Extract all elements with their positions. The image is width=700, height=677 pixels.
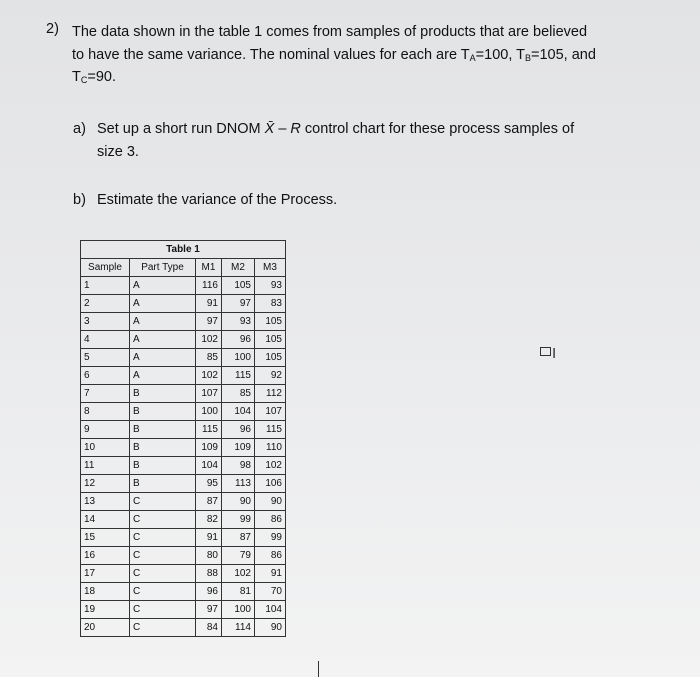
subscript-a: A xyxy=(469,53,476,63)
sample-cell: 13 xyxy=(81,493,130,511)
part-type-cell: A xyxy=(130,331,196,349)
m1-cell: 109 xyxy=(196,439,222,457)
table-row xyxy=(81,367,286,385)
sample-cell: 20 xyxy=(81,619,130,637)
sample-cell: 19 xyxy=(81,601,130,619)
m2-cell: 98 xyxy=(222,457,255,475)
sample-cell: 16 xyxy=(81,547,130,565)
m2-cell: 90 xyxy=(222,493,255,511)
sample-cell: 12 xyxy=(81,475,130,493)
m2-cell: 93 xyxy=(222,313,255,331)
m1-cell: 84 xyxy=(196,619,222,637)
m2-cell: 114 xyxy=(222,619,255,637)
text-cursor-icon xyxy=(540,346,556,362)
table-row xyxy=(81,511,286,529)
table-row xyxy=(81,583,286,601)
m1-cell: 91 xyxy=(196,529,222,547)
cursor-line xyxy=(318,661,319,677)
m3-cell: 92 xyxy=(255,367,286,385)
m2-cell: 79 xyxy=(222,547,255,565)
m1-cell: 116 xyxy=(196,277,222,295)
m2-cell: 109 xyxy=(222,439,255,457)
m1-cell: 87 xyxy=(196,493,222,511)
subscript-b: B xyxy=(524,53,531,63)
m3-cell: 90 xyxy=(255,493,286,511)
sample-cell: 10 xyxy=(81,439,130,457)
m1-cell: 95 xyxy=(196,475,222,493)
m1-cell: 96 xyxy=(196,583,222,601)
m3-cell: 70 xyxy=(255,583,286,601)
table-row xyxy=(81,439,286,457)
table-row xyxy=(81,421,286,439)
m2-cell: 102 xyxy=(222,565,255,583)
ibeam-icon: I xyxy=(552,345,557,362)
m2-cell: 113 xyxy=(222,475,255,493)
sample-cell: 14 xyxy=(81,511,130,529)
part-a-text-line2: size 3. xyxy=(97,144,139,160)
m3-cell: 86 xyxy=(255,547,286,565)
part-a-text xyxy=(97,118,574,140)
m1-cell: 107 xyxy=(196,385,222,403)
m2-cell: 99 xyxy=(222,511,255,529)
sample-cell: 11 xyxy=(81,457,130,475)
sample-cell: 15 xyxy=(81,529,130,547)
m1-cell: 91 xyxy=(196,295,222,313)
part-a-label: a) xyxy=(73,121,86,137)
m2-cell: 85 xyxy=(222,385,255,403)
m3-cell: 99 xyxy=(255,529,286,547)
m2-cell: 96 xyxy=(222,331,255,349)
column-header: Sample xyxy=(81,259,130,277)
m3-cell: 110 xyxy=(255,439,286,457)
m1-cell: 82 xyxy=(196,511,222,529)
t-symbol: T xyxy=(72,69,81,85)
m1-cell: 100 xyxy=(196,403,222,421)
table-row xyxy=(81,277,286,295)
question-text-line1: The data shown in the table 1 comes from samples of products that are believed xyxy=(72,24,588,40)
m3-cell: 102 xyxy=(255,457,286,475)
part-type-cell: A xyxy=(130,277,196,295)
m2-cell: 96 xyxy=(222,421,255,439)
part-type-cell: B xyxy=(130,385,196,403)
table-row xyxy=(81,565,286,583)
part-type-cell: B xyxy=(130,421,196,439)
m2-cell: 115 xyxy=(222,367,255,385)
question-text-line2 xyxy=(72,44,596,69)
r-symbol: R xyxy=(290,121,301,137)
m1-cell: 97 xyxy=(196,313,222,331)
m3-cell: 105 xyxy=(255,331,286,349)
part-type-cell: C xyxy=(130,565,196,583)
question-text-line3 xyxy=(72,66,116,91)
m3-cell: 93 xyxy=(255,277,286,295)
table-row xyxy=(81,403,286,421)
m3-cell: 90 xyxy=(255,619,286,637)
column-header: M1 xyxy=(196,259,222,277)
part-type-cell: A xyxy=(130,313,196,331)
table-row xyxy=(81,529,286,547)
m1-cell: 85 xyxy=(196,349,222,367)
part-b-text: Estimate the variance of the Process. xyxy=(97,192,338,208)
part-type-cell: A xyxy=(130,295,196,313)
m3-cell: 83 xyxy=(255,295,286,313)
part-type-cell: B xyxy=(130,403,196,421)
m3-cell: 105 xyxy=(255,313,286,331)
nominal-b: =105, and xyxy=(531,47,596,63)
m2-cell: 87 xyxy=(222,529,255,547)
sample-cell: 4 xyxy=(81,331,130,349)
m1-cell: 102 xyxy=(196,367,222,385)
part-type-cell: C xyxy=(130,493,196,511)
part-type-cell: C xyxy=(130,511,196,529)
line2-text: to have the same variance. The nominal values for each are T xyxy=(72,47,470,63)
m3-cell: 104 xyxy=(255,601,286,619)
sample-cell: 18 xyxy=(81,583,130,601)
data-table xyxy=(80,240,286,637)
sample-cell: 2 xyxy=(81,295,130,313)
sample-cell: 5 xyxy=(81,349,130,367)
m3-cell: 106 xyxy=(255,475,286,493)
table-row xyxy=(81,295,286,313)
sample-cell: 7 xyxy=(81,385,130,403)
sample-cell: 1 xyxy=(81,277,130,295)
dash: – xyxy=(274,121,291,137)
question-number: 2) xyxy=(46,21,59,37)
column-header: M3 xyxy=(255,259,286,277)
part-type-cell: C xyxy=(130,601,196,619)
m2-cell: 100 xyxy=(222,601,255,619)
box-icon xyxy=(540,347,551,356)
sample-cell: 8 xyxy=(81,403,130,421)
table-row xyxy=(81,475,286,493)
m1-cell: 97 xyxy=(196,601,222,619)
m3-cell: 86 xyxy=(255,511,286,529)
part-type-cell: A xyxy=(130,349,196,367)
table-row xyxy=(81,547,286,565)
table-header-row xyxy=(81,259,286,277)
part-type-cell: B xyxy=(130,457,196,475)
column-header: Part Type xyxy=(130,259,196,277)
part-a-pre: Set up a short run DNOM xyxy=(97,121,265,137)
m2-cell: 100 xyxy=(222,349,255,367)
m3-cell: 115 xyxy=(255,421,286,439)
table-row xyxy=(81,493,286,511)
part-b-label: b) xyxy=(73,192,86,208)
m1-cell: 115 xyxy=(196,421,222,439)
part-type-cell: C xyxy=(130,529,196,547)
m3-cell: 105 xyxy=(255,349,286,367)
m2-cell: 104 xyxy=(222,403,255,421)
sample-cell: 9 xyxy=(81,421,130,439)
sample-cell: 3 xyxy=(81,313,130,331)
table-row xyxy=(81,349,286,367)
m1-cell: 80 xyxy=(196,547,222,565)
part-type-cell: C xyxy=(130,619,196,637)
part-type-cell: C xyxy=(130,547,196,565)
xbar-symbol: X̄ xyxy=(264,121,275,137)
part-a-post: control chart for these process samples of xyxy=(300,121,575,137)
part-type-cell: C xyxy=(130,583,196,601)
sample-cell: 6 xyxy=(81,367,130,385)
table-row xyxy=(81,601,286,619)
nominal-c: =90. xyxy=(87,69,116,85)
m2-cell: 81 xyxy=(222,583,255,601)
m2-cell: 105 xyxy=(222,277,255,295)
m1-cell: 102 xyxy=(196,331,222,349)
m3-cell: 112 xyxy=(255,385,286,403)
table-row xyxy=(81,619,286,637)
part-type-cell: B xyxy=(130,475,196,493)
part-type-cell: A xyxy=(130,367,196,385)
nominal-a: =100, T xyxy=(475,47,525,63)
table-row xyxy=(81,313,286,331)
part-type-cell: B xyxy=(130,439,196,457)
column-header: M2 xyxy=(222,259,255,277)
subscript-c: C xyxy=(80,75,88,85)
m3-cell: 107 xyxy=(255,403,286,421)
table-row xyxy=(81,457,286,475)
m1-cell: 104 xyxy=(196,457,222,475)
m1-cell: 88 xyxy=(196,565,222,583)
sample-cell: 17 xyxy=(81,565,130,583)
m3-cell: 91 xyxy=(255,565,286,583)
table-title: Table 1 xyxy=(81,241,286,259)
table-row xyxy=(81,385,286,403)
m2-cell: 97 xyxy=(222,295,255,313)
table-row xyxy=(81,331,286,349)
